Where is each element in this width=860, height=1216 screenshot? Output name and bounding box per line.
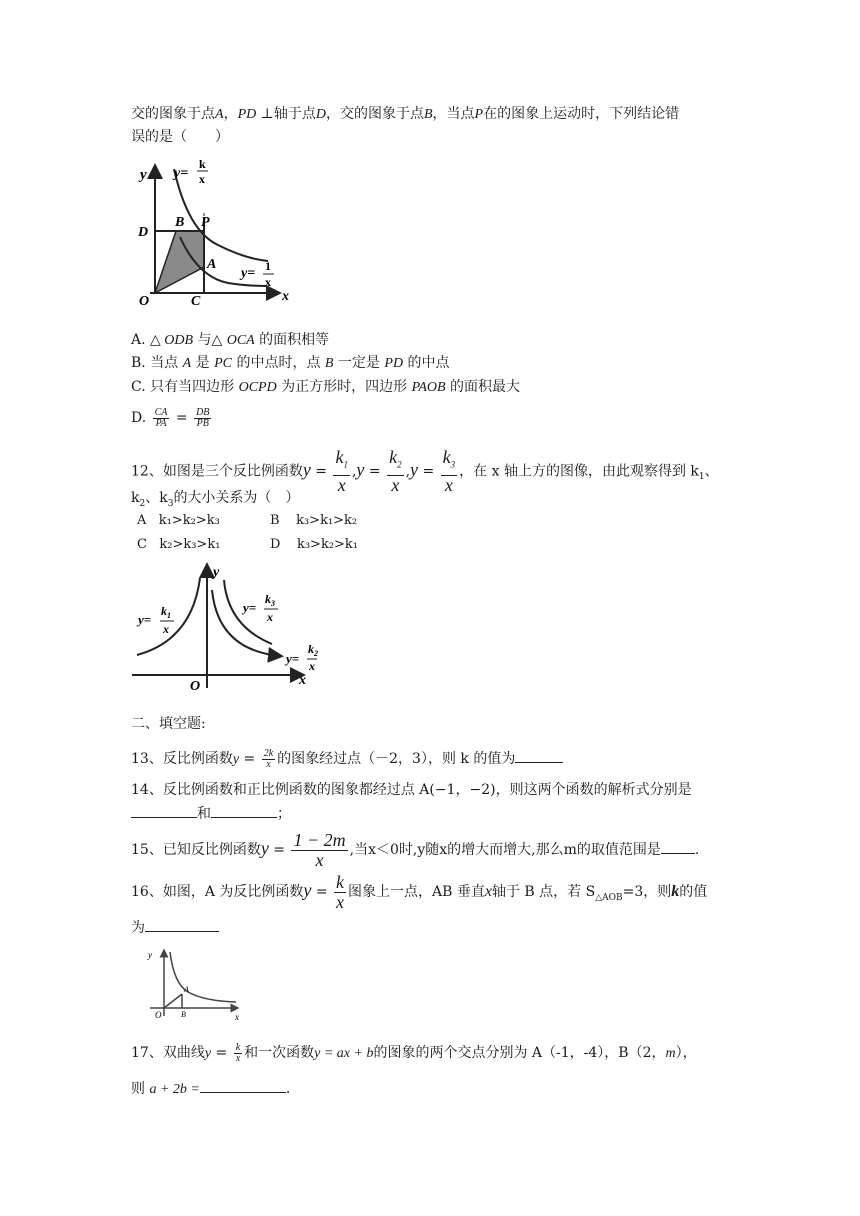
shaded-quadrilateral [155, 231, 204, 293]
numerator: DB [196, 406, 210, 418]
q12-figure [132, 560, 318, 694]
denominator: x [336, 891, 345, 912]
text: y [260, 838, 269, 858]
text: 和 [197, 806, 211, 822]
text: △AOB [595, 892, 623, 903]
answer-blank[interactable] [200, 1078, 286, 1093]
text: 2 [139, 498, 146, 509]
label-A: A [184, 985, 189, 994]
text: ， [223, 106, 238, 122]
text: PD [384, 356, 404, 371]
label-A: A [207, 257, 217, 272]
q11-stem-line2: 误的是（ ） [131, 129, 229, 145]
label-D: D [138, 225, 149, 240]
text: 的图象的两个交点分别为 A（-1，-4），B（2， [373, 1045, 666, 1061]
text: k [265, 592, 271, 606]
text: k [335, 447, 344, 467]
curve [170, 952, 236, 1002]
text: 一定是 [333, 355, 385, 371]
fraction [194, 408, 211, 429]
text: k [161, 604, 167, 618]
label-curve-outer-x: x [199, 172, 205, 186]
q11-option-a [131, 330, 820, 351]
label-k1-k [161, 604, 171, 620]
text: k₁>k₂>k₃ [158, 513, 220, 528]
text: 1 [698, 472, 705, 483]
answer-blank[interactable] [661, 839, 695, 854]
q12-option-d [270, 537, 358, 553]
fraction [334, 873, 346, 912]
answer-blank[interactable] [211, 803, 277, 818]
q11-option-c [131, 377, 820, 398]
text: 15、已知反比例函数 [131, 842, 261, 858]
label-P: P [201, 215, 210, 230]
numerator: k [336, 871, 345, 892]
text: y [356, 459, 365, 480]
label-curve-outer-k: k [199, 157, 206, 171]
text: 、 [704, 463, 719, 480]
origin-label: O [190, 679, 201, 694]
text: k [671, 883, 680, 900]
text: PC [214, 356, 233, 371]
text: = [171, 410, 193, 426]
answer-blank[interactable] [131, 803, 197, 818]
text: ）， [675, 1045, 697, 1061]
text: 当点 [145, 355, 183, 371]
text: A. [131, 332, 146, 348]
text: 只有当四边形 [145, 379, 239, 395]
text: 16、如图，A 为反比例函数 [131, 884, 304, 900]
x-axis-label: x [299, 673, 306, 688]
text: y [204, 1046, 212, 1061]
x-axis-label: x [282, 289, 289, 304]
label-B: B [181, 1010, 186, 1019]
text: 1 [343, 459, 348, 470]
text: k [442, 447, 451, 467]
text: 的面积最大 [445, 379, 521, 395]
text: 的大小关系为（ ） [173, 490, 300, 506]
text: D. [131, 410, 147, 426]
text: 的中点时，点 [232, 355, 325, 371]
denominator: x [315, 849, 324, 870]
numerator: 1 − 2m [293, 829, 346, 850]
text: C. [131, 379, 146, 395]
text: y [232, 752, 240, 767]
text: 12、如图是三个反比例函数 [131, 463, 303, 480]
text: ⊥轴于点 [256, 106, 316, 122]
text: k [389, 447, 398, 467]
text: 、k [145, 490, 168, 506]
text: 和一次函数 [244, 1045, 315, 1061]
origin-label: O [155, 1010, 162, 1020]
text: A [215, 107, 224, 122]
text: , [351, 463, 357, 480]
text: 轴于 B 点，若 S [491, 884, 596, 900]
denominator: x [235, 1052, 241, 1064]
text: 1 [167, 611, 171, 620]
segment-OA [164, 994, 182, 1008]
text: ； [277, 806, 291, 822]
text: ，当点 [432, 106, 475, 122]
text: 3 [167, 498, 174, 509]
text: P [474, 107, 484, 122]
text: = [310, 463, 332, 480]
q12-option-c [137, 537, 220, 553]
q13 [131, 744, 820, 775]
text: 3 [271, 599, 275, 608]
text: B. [131, 355, 146, 371]
text: 为 [131, 920, 145, 936]
text: △ ODB [150, 333, 194, 348]
label-k2-k [308, 642, 318, 658]
text: B [324, 356, 334, 371]
text: 图象上一点，AB 垂直 [348, 884, 485, 900]
text: 在的图象上运动时，下列结论错 [483, 106, 680, 122]
text: ，在 x 轴上方的图像，由此观察得到 k [459, 463, 699, 480]
text: 2 [314, 649, 318, 658]
fraction [291, 831, 347, 870]
section-heading: 二、填空题: [131, 716, 206, 732]
y-axis-label: y [148, 950, 152, 960]
text: 交的图象于点 [131, 106, 215, 122]
text: 的图象经过点（－2，3），则 k 的值为 [277, 751, 516, 767]
text: y = ax + b [314, 1046, 374, 1061]
text: k₃>k₁>k₂ [296, 513, 358, 528]
y-axis-label: y [140, 167, 147, 183]
q14-line2 [131, 803, 820, 824]
text: PD [237, 107, 257, 122]
text: D [315, 107, 326, 122]
text: 与△ [193, 332, 227, 348]
text: B [270, 513, 280, 528]
text: x [391, 474, 400, 495]
label-B: B [175, 215, 185, 230]
q11-option-b [131, 353, 820, 374]
text: , [405, 463, 411, 480]
label-curve-outer-y: y= [174, 166, 189, 181]
label-k3-k [265, 592, 275, 608]
text: =3，则 [622, 884, 672, 900]
text: k₂>k₃>k₁ [159, 537, 221, 552]
y-axis-label: y [213, 565, 220, 580]
label-O: O [139, 294, 150, 309]
q12-stem-line2 [131, 488, 820, 514]
q17-line1 [131, 1038, 820, 1069]
text: . [694, 842, 700, 858]
text: = [211, 1045, 232, 1061]
text: ，交的图象于点 [325, 106, 424, 122]
text: B [423, 107, 433, 122]
text: k₃>k₂>k₁ [296, 537, 359, 552]
label-curve-inner-y: y= [241, 266, 256, 281]
text: PAOB [411, 380, 446, 395]
text: . [285, 1081, 291, 1097]
q12-option-b [270, 513, 357, 529]
denominator: PB [196, 417, 209, 429]
label-C: C [191, 294, 201, 309]
text: 则 [131, 1081, 145, 1097]
text: m [665, 1046, 676, 1061]
text: 2 [397, 459, 402, 470]
text: = [239, 751, 260, 767]
text: ,当x＜0时,y随x的增大而增大,那么m的取值范围是 [349, 842, 661, 858]
text: y [410, 459, 419, 480]
text: = [364, 463, 386, 480]
denominator: PA [155, 417, 167, 429]
answer-blank[interactable] [515, 748, 563, 763]
text: 17、双曲线 [131, 1045, 205, 1061]
text: k [131, 490, 140, 506]
text: x [444, 474, 453, 495]
x-axis-label: x [235, 1012, 239, 1022]
q17-line2 [131, 1078, 820, 1100]
text: y [302, 459, 311, 480]
denominator: x [266, 758, 271, 770]
text: 3 [450, 459, 456, 470]
fraction [234, 1043, 242, 1064]
text: A [137, 513, 147, 528]
q16-figure [142, 944, 244, 1022]
numerator: 2k [263, 747, 274, 759]
fraction [153, 408, 170, 429]
text: k [308, 642, 314, 656]
q16-line1 [131, 872, 820, 916]
q14-line1: 14、反比例函数和正比例函数的图象都经过点 A(−1，−2)，则这两个函数的解析式分别是 [131, 782, 692, 798]
text: A [182, 356, 192, 371]
q12-option-a [137, 513, 220, 529]
text: 的中点 [403, 355, 450, 371]
label-k2-x: x [309, 659, 315, 673]
text: 为正方形时，四边形 [276, 379, 412, 395]
label-k2-y: y= [286, 651, 300, 666]
label-curve-inner-one: 1 [265, 259, 271, 273]
text: 是 [191, 355, 215, 371]
q11-figure [128, 155, 300, 309]
text: = [418, 463, 439, 480]
text: = [311, 884, 333, 900]
label-k3-x: x [267, 610, 273, 624]
q15 [131, 829, 820, 870]
text: 13、反比例函数 [131, 751, 233, 767]
label-k1-y: y= [138, 612, 152, 627]
numerator: CA [154, 406, 168, 418]
q11-stem-line1 [131, 104, 820, 125]
text: = [268, 842, 290, 858]
label-k3-y: y= [243, 600, 257, 615]
text: OCPD [238, 380, 277, 395]
text: y [303, 880, 312, 900]
text: D [270, 537, 281, 552]
text: 的面积相等 [254, 332, 330, 348]
q11-option-d [131, 403, 820, 433]
answer-blank[interactable] [145, 917, 219, 932]
label-curve-inner-x: x [265, 275, 271, 289]
numerator: k [235, 1041, 241, 1053]
text: x [484, 883, 492, 900]
label-k1-x: x [163, 622, 169, 636]
fraction [262, 749, 275, 770]
text: OCA [226, 333, 255, 348]
text: 的值 [679, 884, 708, 900]
q16-line2 [131, 917, 820, 938]
text: x [337, 474, 346, 495]
text: C [137, 537, 147, 552]
text: a + 2b = [149, 1082, 200, 1097]
